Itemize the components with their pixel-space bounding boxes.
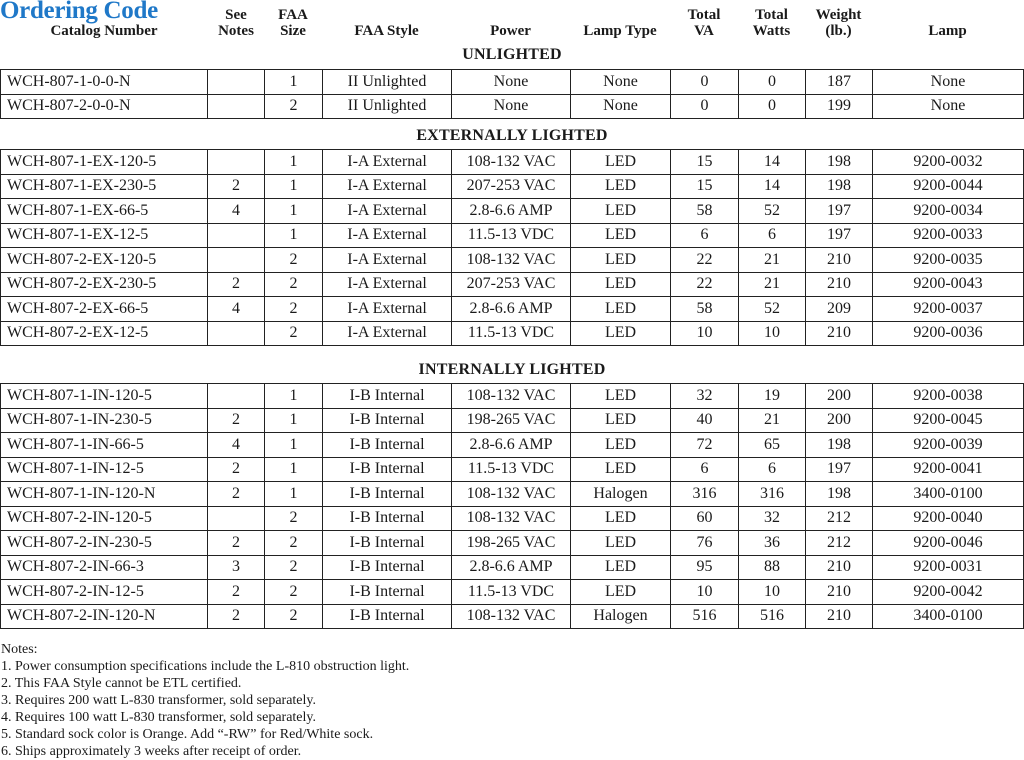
total-va-cell: 76 <box>671 531 739 556</box>
total-watts-cell: 88 <box>739 555 806 580</box>
catalog-number-cell: WCH-807-1-IN-120-5 <box>1 384 208 409</box>
lamp-cell: 9200-0041 <box>873 457 1024 482</box>
power-cell: 11.5-13 VDC <box>452 580 571 605</box>
catalog-number-cell: WCH-807-2-EX-12-5 <box>1 321 208 346</box>
total-va-cell: 22 <box>671 248 739 273</box>
note-item: 6. Ships approximately 3 weeks after receipt of order. <box>1 744 302 759</box>
total-va-cell: 32 <box>671 384 739 409</box>
header-va-line1: Total <box>687 7 721 23</box>
table-row <box>1 272 1024 297</box>
faa-style-cell: I-B Internal <box>323 408 452 433</box>
lamp-cell: 9200-0044 <box>873 174 1024 199</box>
catalog-number-cell: WCH-807-1-EX-230-5 <box>1 174 208 199</box>
faa-style-cell: I-B Internal <box>323 482 452 507</box>
section-title-internally-lighted: INTERNALLY LIGHTED <box>418 361 606 378</box>
catalog-number-cell: WCH-807-1-EX-120-5 <box>1 150 208 175</box>
faa-style-cell: I-B Internal <box>323 433 452 458</box>
see-notes-cell <box>208 506 265 531</box>
total-watts-cell: 32 <box>739 506 806 531</box>
total-watts-cell: 65 <box>739 433 806 458</box>
weight-cell: 210 <box>806 321 873 346</box>
table-row <box>1 433 1024 458</box>
weight-cell: 197 <box>806 457 873 482</box>
note-item: 1. Power consumption specifications include the L-810 obstruction light. <box>1 659 410 674</box>
header-lamp-type: Lamp Type <box>583 23 657 39</box>
lamp-type-cell: LED <box>571 433 671 458</box>
power-cell: None <box>452 94 571 119</box>
weight-cell: 210 <box>806 604 873 629</box>
lamp-cell: 3400-0100 <box>873 482 1024 507</box>
lamp-cell: 9200-0033 <box>873 223 1024 248</box>
faa-size-cell: 2 <box>265 272 323 297</box>
faa-size-cell: 2 <box>265 580 323 605</box>
table-row <box>1 531 1024 556</box>
weight-cell: 197 <box>806 199 873 224</box>
faa-size-cell: 2 <box>265 531 323 556</box>
total-va-cell: 95 <box>671 555 739 580</box>
header-weight-line2: (lb.) <box>825 23 852 39</box>
lamp-cell: 3400-0100 <box>873 604 1024 629</box>
see-notes-cell: 2 <box>208 174 265 199</box>
power-cell: 207-253 VAC <box>452 272 571 297</box>
total-watts-cell: 21 <box>739 272 806 297</box>
power-cell: 108-132 VAC <box>452 150 571 175</box>
weight-cell: 210 <box>806 248 873 273</box>
lamp-type-cell: LED <box>571 457 671 482</box>
lamp-type-cell: LED <box>571 555 671 580</box>
total-va-cell: 0 <box>671 70 739 95</box>
faa-size-cell: 2 <box>265 297 323 322</box>
lamp-type-cell: LED <box>571 384 671 409</box>
table-externally-lighted <box>0 149 1024 346</box>
lamp-cell: 9200-0034 <box>873 199 1024 224</box>
catalog-number-cell: WCH-807-2-EX-230-5 <box>1 272 208 297</box>
header-watts-line1: Total <box>755 7 788 23</box>
weight-cell: 210 <box>806 580 873 605</box>
header-see-notes <box>208 7 264 39</box>
total-va-cell: 40 <box>671 408 739 433</box>
see-notes-cell: 4 <box>208 199 265 224</box>
header-lamp: Lamp <box>928 23 967 39</box>
table-row <box>1 297 1024 322</box>
table-row <box>1 580 1024 605</box>
see-notes-cell <box>208 94 265 119</box>
faa-style-cell: I-B Internal <box>323 555 452 580</box>
total-watts-cell: 316 <box>739 482 806 507</box>
lamp-type-cell: LED <box>571 272 671 297</box>
lamp-cell: 9200-0039 <box>873 433 1024 458</box>
table-row <box>1 174 1024 199</box>
total-va-cell: 316 <box>671 482 739 507</box>
see-notes-cell <box>208 248 265 273</box>
table-row <box>1 150 1024 175</box>
catalog-number-cell: WCH-807-2-IN-12-5 <box>1 580 208 605</box>
faa-style-cell: I-B Internal <box>323 531 452 556</box>
total-watts-cell: 36 <box>739 531 806 556</box>
lamp-type-cell: LED <box>571 506 671 531</box>
faa-size-cell: 1 <box>265 174 323 199</box>
catalog-number-cell: WCH-807-2-IN-66-3 <box>1 555 208 580</box>
weight-cell: 198 <box>806 174 873 199</box>
catalog-number-cell: WCH-807-1-IN-230-5 <box>1 408 208 433</box>
lamp-cell: 9200-0042 <box>873 580 1024 605</box>
total-watts-cell: 19 <box>739 384 806 409</box>
faa-style-cell: I-A External <box>323 223 452 248</box>
faa-style-cell: I-B Internal <box>323 604 452 629</box>
faa-style-cell: I-B Internal <box>323 457 452 482</box>
faa-size-cell: 2 <box>265 321 323 346</box>
see-notes-cell <box>208 321 265 346</box>
total-watts-cell: 21 <box>739 248 806 273</box>
faa-size-cell: 2 <box>265 506 323 531</box>
faa-style-cell: I-A External <box>323 199 452 224</box>
weight-cell: 210 <box>806 555 873 580</box>
lamp-type-cell: LED <box>571 199 671 224</box>
see-notes-cell: 2 <box>208 457 265 482</box>
lamp-type-cell: Halogen <box>571 482 671 507</box>
lamp-cell: 9200-0032 <box>873 150 1024 175</box>
faa-style-cell: I-A External <box>323 272 452 297</box>
lamp-type-cell: None <box>571 94 671 119</box>
total-va-cell: 10 <box>671 580 739 605</box>
power-cell: 108-132 VAC <box>452 604 571 629</box>
table-row <box>1 555 1024 580</box>
table-row <box>1 321 1024 346</box>
see-notes-cell: 3 <box>208 555 265 580</box>
total-watts-cell: 0 <box>739 94 806 119</box>
power-cell: 198-265 VAC <box>452 408 571 433</box>
see-notes-cell: 4 <box>208 433 265 458</box>
header-weight-line1: Weight <box>815 7 862 23</box>
weight-cell: 197 <box>806 223 873 248</box>
weight-cell: 212 <box>806 531 873 556</box>
lamp-type-cell: LED <box>571 248 671 273</box>
faa-style-cell: I-A External <box>323 150 452 175</box>
table-row <box>1 482 1024 507</box>
table-row <box>1 199 1024 224</box>
table-row <box>1 94 1024 119</box>
header-see-line1: See <box>225 7 247 23</box>
faa-style-cell: I-A External <box>323 321 452 346</box>
header-catalog-number: Catalog Number <box>50 23 158 39</box>
faa-style-cell: I-A External <box>323 174 452 199</box>
power-cell: 108-132 VAC <box>452 384 571 409</box>
total-watts-cell: 21 <box>739 408 806 433</box>
lamp-cell: 9200-0046 <box>873 531 1024 556</box>
catalog-number-cell: WCH-807-2-EX-66-5 <box>1 297 208 322</box>
total-va-cell: 0 <box>671 94 739 119</box>
catalog-number-cell: WCH-807-2-0-0-N <box>1 94 208 119</box>
power-cell: 11.5-13 VDC <box>452 321 571 346</box>
power-cell: 11.5-13 VDC <box>452 223 571 248</box>
lamp-type-cell: LED <box>571 297 671 322</box>
header-faa-style: FAA Style <box>354 23 419 39</box>
total-va-cell: 10 <box>671 321 739 346</box>
total-watts-cell: 52 <box>739 297 806 322</box>
lamp-cell: 9200-0036 <box>873 321 1024 346</box>
catalog-number-cell: WCH-807-1-EX-12-5 <box>1 223 208 248</box>
weight-cell: 200 <box>806 408 873 433</box>
lamp-cell: None <box>873 70 1024 95</box>
lamp-type-cell: LED <box>571 531 671 556</box>
table-row <box>1 223 1024 248</box>
lamp-cell: 9200-0045 <box>873 408 1024 433</box>
power-cell: 11.5-13 VDC <box>452 457 571 482</box>
lamp-cell: None <box>873 94 1024 119</box>
lamp-cell: 9200-0043 <box>873 272 1024 297</box>
see-notes-cell: 2 <box>208 408 265 433</box>
table-row <box>1 384 1024 409</box>
power-cell: 2.8-6.6 AMP <box>452 297 571 322</box>
weight-cell: 209 <box>806 297 873 322</box>
catalog-number-cell: WCH-807-2-IN-230-5 <box>1 531 208 556</box>
header-see-line2: Notes <box>218 23 254 39</box>
note-item: 5. Standard sock color is Orange. Add “-RW” for Red/White sock. <box>1 727 374 742</box>
faa-size-cell: 1 <box>265 199 323 224</box>
faa-size-cell: 2 <box>265 248 323 273</box>
total-watts-cell: 14 <box>739 174 806 199</box>
note-item: 4. Requires 100 watt L-830 transformer, sold separately. <box>1 710 316 725</box>
lamp-type-cell: LED <box>571 150 671 175</box>
lamp-cell: 9200-0037 <box>873 297 1024 322</box>
catalog-number-cell: WCH-807-2-IN-120-N <box>1 604 208 629</box>
total-va-cell: 72 <box>671 433 739 458</box>
faa-size-cell: 1 <box>265 433 323 458</box>
power-cell: 108-132 VAC <box>452 482 571 507</box>
catalog-number-cell: WCH-807-1-EX-66-5 <box>1 199 208 224</box>
total-watts-cell: 10 <box>739 580 806 605</box>
total-watts-cell: 14 <box>739 150 806 175</box>
faa-style-cell: I-B Internal <box>323 384 452 409</box>
see-notes-cell: 2 <box>208 604 265 629</box>
power-cell: 2.8-6.6 AMP <box>452 433 571 458</box>
total-va-cell: 15 <box>671 150 739 175</box>
lamp-cell: 9200-0035 <box>873 248 1024 273</box>
weight-cell: 199 <box>806 94 873 119</box>
see-notes-cell: 2 <box>208 482 265 507</box>
table-row <box>1 408 1024 433</box>
lamp-type-cell: LED <box>571 174 671 199</box>
faa-size-cell: 1 <box>265 408 323 433</box>
catalog-number-cell: WCH-807-1-IN-66-5 <box>1 433 208 458</box>
header-power: Power <box>490 23 531 39</box>
see-notes-cell <box>208 70 265 95</box>
power-cell: 108-132 VAC <box>452 506 571 531</box>
faa-style-cell: I-A External <box>323 248 452 273</box>
total-watts-cell: 0 <box>739 70 806 95</box>
catalog-number-cell: WCH-807-2-EX-120-5 <box>1 248 208 273</box>
see-notes-cell <box>208 384 265 409</box>
see-notes-cell <box>208 223 265 248</box>
faa-style-cell: II Unlighted <box>323 94 452 119</box>
total-va-cell: 6 <box>671 223 739 248</box>
power-cell: None <box>452 70 571 95</box>
lamp-cell: 9200-0038 <box>873 384 1024 409</box>
total-va-cell: 58 <box>671 199 739 224</box>
faa-style-cell: I-B Internal <box>323 506 452 531</box>
faa-size-cell: 1 <box>265 457 323 482</box>
note-item: 3. Requires 200 watt L-830 transformer, sold separately. <box>1 693 316 708</box>
table-row <box>1 248 1024 273</box>
faa-size-cell: 1 <box>265 482 323 507</box>
section-title-unlighted: UNLIGHTED <box>462 46 562 63</box>
faa-size-cell: 2 <box>265 94 323 119</box>
total-va-cell: 22 <box>671 272 739 297</box>
table-unlighted <box>0 69 1024 119</box>
catalog-number-cell: WCH-807-1-IN-120-N <box>1 482 208 507</box>
catalog-number-cell: WCH-807-2-IN-120-5 <box>1 506 208 531</box>
weight-cell: 212 <box>806 506 873 531</box>
see-notes-cell: 2 <box>208 580 265 605</box>
see-notes-cell: 4 <box>208 297 265 322</box>
weight-cell: 198 <box>806 150 873 175</box>
header-total-watts <box>738 7 805 39</box>
see-notes-cell <box>208 150 265 175</box>
header-faa-line1: FAA <box>278 7 308 23</box>
weight-cell: 198 <box>806 433 873 458</box>
power-cell: 108-132 VAC <box>452 248 571 273</box>
note-item: 2. This FAA Style cannot be ETL certified. <box>1 676 242 691</box>
faa-style-cell: I-B Internal <box>323 580 452 605</box>
header-faa-line2: Size <box>280 23 306 39</box>
lamp-type-cell: LED <box>571 321 671 346</box>
power-cell: 2.8-6.6 AMP <box>452 555 571 580</box>
header-faa-size <box>264 7 322 39</box>
header-total-va <box>670 7 738 39</box>
weight-cell: 198 <box>806 482 873 507</box>
total-watts-cell: 516 <box>739 604 806 629</box>
table-row <box>1 457 1024 482</box>
lamp-type-cell: LED <box>571 580 671 605</box>
power-cell: 2.8-6.6 AMP <box>452 199 571 224</box>
page-title: Ordering Code <box>0 0 158 24</box>
power-cell: 198-265 VAC <box>452 531 571 556</box>
faa-size-cell: 1 <box>265 223 323 248</box>
faa-size-cell: 1 <box>265 70 323 95</box>
catalog-number-cell: WCH-807-1-IN-12-5 <box>1 457 208 482</box>
total-watts-cell: 6 <box>739 457 806 482</box>
total-va-cell: 60 <box>671 506 739 531</box>
table-row <box>1 70 1024 95</box>
table-internally-lighted <box>0 383 1024 629</box>
section-title-externally-lighted: EXTERNALLY LIGHTED <box>416 127 608 144</box>
faa-size-cell: 2 <box>265 555 323 580</box>
header-watts-line2: Watts <box>752 23 791 39</box>
power-cell: 207-253 VAC <box>452 174 571 199</box>
faa-size-cell: 1 <box>265 150 323 175</box>
weight-cell: 187 <box>806 70 873 95</box>
total-va-cell: 58 <box>671 297 739 322</box>
lamp-type-cell: LED <box>571 223 671 248</box>
table-row <box>1 506 1024 531</box>
header-weight <box>805 7 872 39</box>
lamp-cell: 9200-0031 <box>873 555 1024 580</box>
header-va-line2: VA <box>694 23 714 39</box>
lamp-type-cell: Halogen <box>571 604 671 629</box>
total-watts-cell: 52 <box>739 199 806 224</box>
table-row <box>1 604 1024 629</box>
lamp-type-cell: LED <box>571 408 671 433</box>
notes-block <box>1 641 409 760</box>
notes-heading: Notes: <box>1 642 38 657</box>
lamp-type-cell: None <box>571 70 671 95</box>
lamp-cell: 9200-0040 <box>873 506 1024 531</box>
catalog-number-cell: WCH-807-1-0-0-N <box>1 70 208 95</box>
faa-size-cell: 2 <box>265 604 323 629</box>
faa-style-cell: II Unlighted <box>323 70 452 95</box>
see-notes-cell: 2 <box>208 272 265 297</box>
weight-cell: 210 <box>806 272 873 297</box>
faa-style-cell: I-A External <box>323 297 452 322</box>
total-watts-cell: 10 <box>739 321 806 346</box>
total-watts-cell: 6 <box>739 223 806 248</box>
total-va-cell: 15 <box>671 174 739 199</box>
see-notes-cell: 2 <box>208 531 265 556</box>
faa-size-cell: 1 <box>265 384 323 409</box>
weight-cell: 200 <box>806 384 873 409</box>
total-va-cell: 6 <box>671 457 739 482</box>
total-va-cell: 516 <box>671 604 739 629</box>
